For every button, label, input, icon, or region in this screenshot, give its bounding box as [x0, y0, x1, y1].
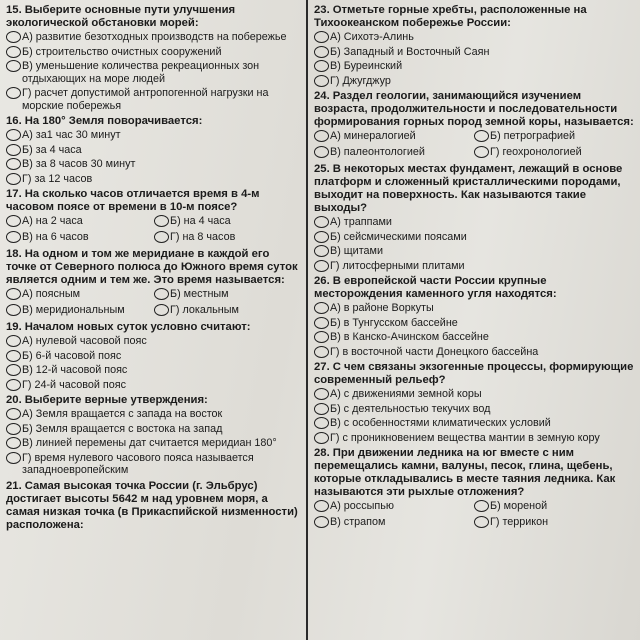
options-row [6, 230, 302, 246]
question-number: 21. [6, 479, 22, 492]
radio-circle-icon[interactable] [314, 245, 329, 257]
question-prompt: Выберите верные утверждения: [24, 394, 208, 406]
answer-option[interactable] [6, 437, 302, 450]
answer-option-label: В) палеонтологией [330, 145, 425, 158]
question-prompt: Выберите основные пути улучшения экологической обстановки морей: [6, 4, 236, 29]
answer-option-label: А) поясным [22, 288, 81, 300]
radio-circle-icon[interactable] [6, 288, 21, 300]
question-19 [6, 321, 302, 391]
answer-option-label: В) страпом [330, 515, 386, 528]
answer-option[interactable] [474, 500, 634, 513]
answer-option[interactable] [6, 364, 302, 377]
question-prompt: На 180° Земля поворачивается: [24, 115, 203, 127]
answer-option[interactable] [6, 215, 154, 228]
question-number: 28. [314, 447, 330, 459]
answer-option[interactable] [314, 331, 634, 344]
answer-option[interactable] [314, 516, 474, 529]
answer-option-label: В) линией перемены дат считается меридиан 180° [22, 437, 277, 449]
radio-circle-icon[interactable] [6, 379, 21, 391]
answer-option[interactable] [154, 288, 302, 301]
answer-option-label: Б) в Тунгусском бассейне [330, 316, 458, 329]
answer-option-label: В) на 6 часов [22, 230, 89, 243]
question-prompt: Началом новых суток условно считают: [24, 321, 251, 333]
answer-option-label: А) развитие безотходных производств на побережье [22, 31, 287, 43]
question-text [6, 115, 302, 128]
radio-circle-icon[interactable] [314, 302, 329, 314]
question-25 [314, 163, 634, 272]
question-text [6, 394, 302, 407]
answer-option-label: Г) расчет допустимой антропогенной нагрузки на морские побережья [22, 87, 269, 112]
answer-option-label: А) на 2 часа [22, 215, 83, 227]
answer-option[interactable] [6, 350, 302, 363]
answer-option[interactable] [314, 432, 634, 445]
radio-circle-icon[interactable] [474, 130, 489, 142]
question-prompt: При движении ледника на юг вместе с ним перемещались камни, валуны, песок, глина, щебень, которые откладывались в месте таяния ледника. Как называются эти рыхлые отложения? [314, 447, 616, 498]
question-text [6, 321, 302, 334]
answer-option[interactable] [474, 130, 634, 143]
answer-option-label: А) за1 час 30 минут [22, 129, 121, 141]
radio-circle-icon[interactable] [6, 173, 21, 185]
radio-circle-icon[interactable] [314, 260, 329, 272]
answer-option-label: В) за 8 часов 30 минут [22, 158, 136, 170]
radio-circle-icon[interactable] [474, 516, 489, 528]
radio-circle-icon[interactable] [314, 130, 329, 142]
question-24 [314, 90, 634, 160]
answer-option-label: Б) строительство очистных сооружений [22, 45, 222, 58]
answer-option-label: Б) Земля вращается с востока на запад [22, 422, 223, 435]
answer-option-label: Б) петрографией [490, 130, 576, 142]
answer-option[interactable] [154, 304, 302, 317]
answer-option-label: А) Земля вращается с запада на восток [22, 408, 223, 420]
radio-circle-icon[interactable] [6, 335, 21, 347]
answer-option-label: А) россыпью [330, 500, 394, 512]
answer-option[interactable] [314, 388, 634, 401]
options-row [6, 287, 302, 303]
radio-circle-icon[interactable] [314, 31, 329, 43]
question-20 [6, 394, 302, 477]
radio-circle-icon[interactable] [6, 423, 21, 435]
question-text [314, 90, 634, 129]
answer-option[interactable] [314, 403, 634, 416]
answer-option-label: Г) с проникновением вещества мантии в земную кору [330, 431, 600, 444]
answer-option[interactable] [314, 31, 634, 44]
answer-option-label: Г) локальным [170, 303, 239, 316]
radio-circle-icon[interactable] [314, 146, 329, 158]
radio-circle-icon[interactable] [154, 215, 169, 227]
radio-circle-icon[interactable] [154, 304, 169, 316]
question-prompt: В некоторых местах фундамент, лежащий в основе платформ и сложенный кристаллическими породами, выходит на поверхность. Как называются такие выходы? [314, 163, 623, 214]
radio-circle-icon[interactable] [314, 75, 329, 87]
question-16 [6, 115, 302, 185]
question-text [6, 480, 302, 532]
answer-option[interactable] [314, 60, 634, 73]
radio-circle-icon[interactable] [6, 304, 21, 316]
radio-circle-icon[interactable] [6, 408, 21, 420]
question-26 [314, 275, 634, 358]
question-27 [314, 361, 634, 444]
answer-option[interactable] [6, 46, 302, 59]
answer-option[interactable] [6, 423, 302, 436]
answer-option[interactable] [314, 346, 634, 359]
question-prompt: Раздел геологии, занимающийся изучением возраста, продолжительности и последовательности формирования горных пород земной коры, называется: [314, 90, 634, 128]
radio-circle-icon[interactable] [474, 146, 489, 158]
question-number: 26. [314, 275, 330, 287]
answer-option-label: Б) мореной [490, 500, 548, 512]
radio-circle-icon[interactable] [314, 317, 329, 329]
answer-option[interactable] [314, 417, 634, 430]
answer-option-label: Г) время нулевого часового пояса называется западноевропейским [22, 451, 254, 476]
radio-circle-icon[interactable] [474, 500, 489, 512]
answer-option[interactable] [6, 129, 302, 142]
radio-circle-icon[interactable] [154, 288, 169, 300]
options-row [6, 303, 302, 319]
question-prompt: В европейской части России крупные месторождения каменного угля находятся: [314, 275, 557, 300]
answer-option[interactable] [314, 46, 634, 59]
radio-circle-icon[interactable] [314, 403, 329, 415]
options-row [314, 129, 634, 145]
answer-option[interactable] [6, 158, 302, 171]
radio-circle-icon[interactable] [6, 144, 21, 156]
answer-option-label: Б) сейсмическими поясами [330, 230, 467, 243]
options-row [6, 214, 302, 230]
radio-circle-icon[interactable] [6, 46, 21, 58]
question-17 [6, 188, 302, 245]
radio-circle-icon[interactable] [314, 60, 329, 72]
answer-option-label: Г) 24-й часовой пояс [22, 378, 126, 391]
answer-option[interactable] [6, 231, 154, 244]
radio-circle-icon[interactable] [6, 231, 21, 243]
answer-option[interactable] [314, 231, 634, 244]
radio-circle-icon[interactable] [314, 388, 329, 400]
answer-option-label: Г) Джугджур [330, 74, 391, 87]
answer-option-label: В) 12-й часовой пояс [22, 364, 128, 376]
question-prompt: На сколько часов отличается время в 4-м часовом поясе от времени в 10-м поясе? [6, 188, 260, 213]
radio-circle-icon[interactable] [314, 516, 329, 528]
answer-option[interactable] [6, 31, 302, 44]
radio-circle-icon[interactable] [6, 452, 21, 464]
question-number: 16. [6, 115, 22, 127]
column-divider [306, 0, 308, 640]
answer-option-label: А) Сихотэ-Алинь [330, 31, 414, 43]
answer-option-label: Б) Западный и Восточный Саян [330, 45, 490, 58]
answer-option[interactable] [6, 408, 302, 421]
answer-option[interactable] [154, 215, 302, 228]
left-column [6, 4, 302, 535]
radio-circle-icon[interactable] [6, 437, 21, 449]
answer-option[interactable] [314, 260, 634, 273]
question-text [314, 163, 634, 215]
answer-option-label: Г) террикон [490, 515, 549, 528]
radio-circle-icon[interactable] [314, 432, 329, 444]
answer-option-label: Г) в восточной части Донецкого бассейна [330, 345, 539, 358]
answer-option-label: Б) на 4 часа [170, 215, 231, 227]
radio-circle-icon[interactable] [6, 364, 21, 376]
answer-option-label: Г) литосферными плитами [330, 259, 465, 272]
question-prompt: Отметьте горные хребты, расположенные на Тихоокеанском побережье России: [314, 4, 587, 29]
answer-option-label: А) траппами [330, 216, 392, 228]
question-text [6, 188, 302, 214]
question-number: 27. [314, 361, 330, 373]
radio-circle-icon[interactable] [6, 158, 21, 170]
answer-option[interactable] [474, 516, 634, 529]
radio-circle-icon[interactable] [314, 46, 329, 58]
answer-option[interactable] [6, 288, 154, 301]
radio-circle-icon[interactable] [314, 417, 329, 429]
question-21 [6, 480, 302, 532]
radio-circle-icon[interactable] [314, 331, 329, 343]
answer-option-label: А) минералогией [330, 130, 416, 142]
answer-option[interactable] [6, 335, 302, 348]
question-number: 18. [6, 248, 22, 260]
answer-option-label: В) Буреинский [330, 60, 403, 72]
question-text [314, 447, 634, 499]
question-prompt: С чем связаны экзогенные процессы, формирующие современный рельеф? [314, 361, 634, 386]
question-prompt: На одном и том же меридиане в каждой его точке от Северного полюса до Южного время суток является одним и тем же. Это время называется: [6, 248, 298, 286]
radio-circle-icon[interactable] [6, 31, 21, 43]
answer-option[interactable] [314, 216, 634, 229]
radio-circle-icon[interactable] [6, 60, 21, 72]
answer-option-label: В) меридиональным [22, 303, 125, 316]
radio-circle-icon[interactable] [314, 231, 329, 243]
answer-option-label: Г) за 12 часов [22, 172, 93, 185]
answer-option[interactable] [314, 130, 474, 143]
answer-option[interactable] [154, 231, 302, 244]
question-number: 17. [6, 188, 22, 200]
answer-option[interactable] [314, 75, 634, 88]
answer-option-label: Б) местным [170, 288, 229, 300]
answer-option[interactable] [6, 87, 302, 112]
answer-option[interactable] [6, 379, 302, 392]
answer-option-label: В) уменьшение количества рекреационных зон отдыхающих на море людей [22, 60, 260, 85]
answer-option[interactable] [474, 146, 634, 159]
question-text [314, 4, 634, 30]
answer-option[interactable] [314, 146, 474, 159]
answer-option-label: В) щитами [330, 245, 383, 257]
right-column [314, 4, 634, 533]
answer-option[interactable] [314, 245, 634, 258]
radio-circle-icon[interactable] [6, 350, 21, 362]
answer-option-label: Г) геохронологией [490, 145, 582, 158]
radio-circle-icon[interactable] [6, 129, 21, 141]
answer-option[interactable] [6, 144, 302, 157]
answer-option[interactable] [314, 317, 634, 330]
question-number: 24. [314, 90, 330, 102]
answer-option-label: А) в районе Воркуты [330, 302, 434, 314]
answer-option-label: В) в Канско-Ачинском бассейне [330, 331, 489, 343]
answer-option-label: А) с движениями земной коры [330, 388, 482, 400]
radio-circle-icon[interactable] [314, 500, 329, 512]
radio-circle-icon[interactable] [314, 346, 329, 358]
options-row [314, 499, 634, 515]
question-18 [6, 248, 302, 318]
question-number: 25. [314, 163, 330, 175]
answer-option[interactable] [6, 173, 302, 186]
answer-option[interactable] [6, 452, 302, 477]
question-number: 20. [6, 394, 22, 406]
question-text [6, 248, 302, 287]
question-text [314, 361, 634, 387]
answer-option-label: А) нулевой часовой пояс [22, 335, 147, 347]
radio-circle-icon[interactable] [6, 215, 21, 227]
question-number: 23. [314, 4, 330, 16]
question-23 [314, 4, 634, 87]
answer-option-label: Б) с деятельностью текучих вод [330, 402, 491, 415]
options-row [314, 515, 634, 531]
answer-option[interactable] [314, 302, 634, 315]
answer-option[interactable] [314, 500, 474, 513]
question-text [314, 275, 634, 301]
radio-circle-icon[interactable] [314, 216, 329, 228]
radio-circle-icon[interactable] [154, 231, 169, 243]
radio-circle-icon[interactable] [6, 87, 21, 99]
answer-option[interactable] [6, 304, 154, 317]
question-text [6, 4, 302, 30]
answer-option-label: Б) за 4 часа [22, 143, 82, 156]
question-number: 19. [6, 321, 22, 333]
question-28 [314, 447, 634, 530]
answer-option-label: Б) 6-й часовой пояс [22, 349, 122, 362]
answer-option-label: В) с особенностями климатических условий [330, 417, 551, 429]
question-prompt: Самая высокая точка России (г. Эльбрус) достигает высоты 5642 м над уровнем моря, а самая низкая точка (в Прикаспийской низменности) расположена: [6, 479, 298, 531]
answer-option[interactable] [6, 60, 302, 85]
options-row [314, 145, 634, 161]
answer-option-label: Г) на 8 часов [170, 230, 236, 243]
question-number: 15. [6, 4, 22, 16]
question-15 [6, 4, 302, 112]
